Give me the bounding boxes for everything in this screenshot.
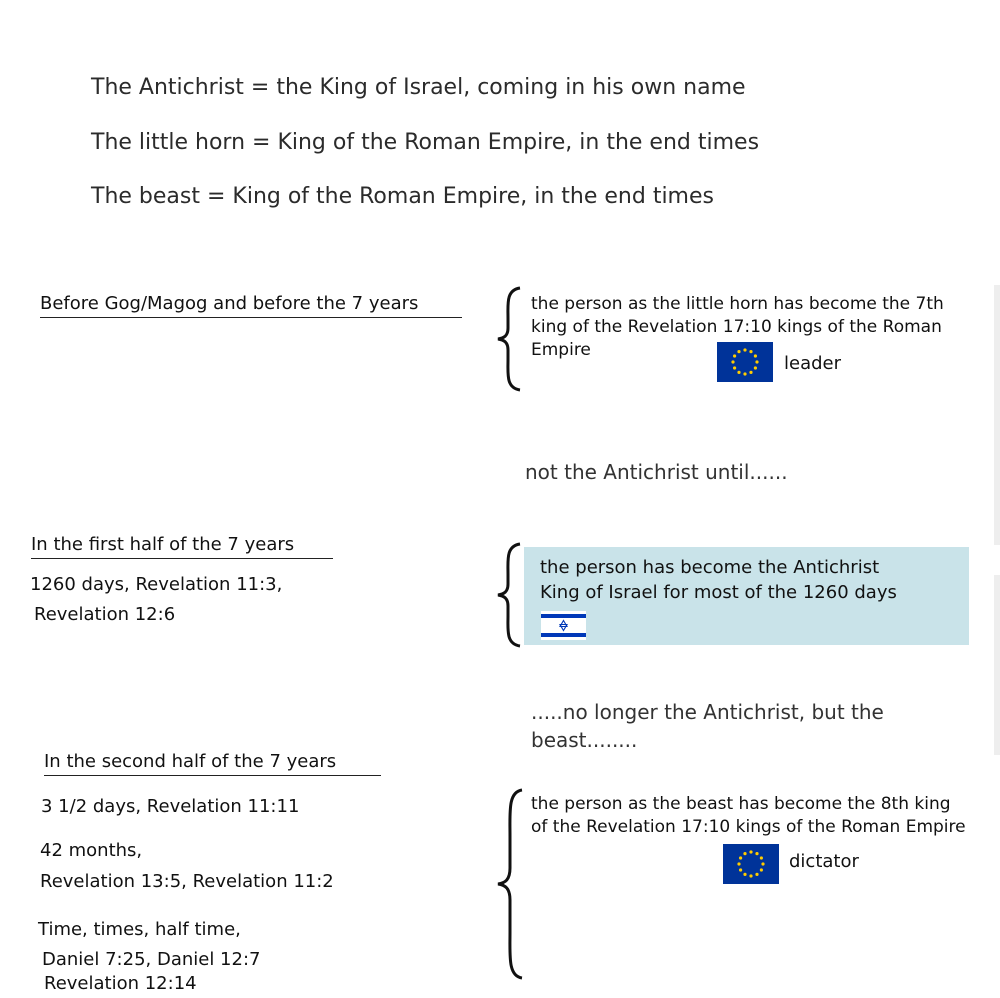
section2-description-line2: King of Israel for most of the 1260 days: [540, 582, 897, 603]
transition-no-longer-antichrist: .....no longer the Antichrist, but the beast........: [531, 700, 884, 752]
curly-brace-icon: [494, 788, 526, 980]
section3-ref: Revelation 13:5, Revelation 11:2: [40, 871, 334, 892]
curly-brace-icon: [494, 542, 524, 648]
definition-beast: The beast = King of the Roman Empire, in the end times: [91, 184, 714, 209]
definition-antichrist: The Antichrist = the King of Israel, coming in his own name: [91, 75, 746, 100]
section2-description-line1: the person has become the Antichrist: [540, 557, 880, 578]
eu-flag-icon: [717, 342, 773, 382]
section3-ref: 42 months,: [40, 840, 143, 861]
right-edge-strip: [994, 285, 1000, 545]
right-edge-strip: [994, 575, 1000, 755]
section3-ref: Time, times, half time,: [38, 919, 241, 940]
section2-heading: In the first half of the 7 years: [31, 534, 333, 559]
section3-ref: Revelation 12:14: [44, 973, 197, 994]
section3-ref: 3 1/2 days, Revelation 11:11: [41, 796, 300, 817]
section1-heading: Before Gog/Magog and before the 7 years: [40, 293, 462, 318]
eu-flag-icon: [723, 844, 779, 884]
section2-ref: 1260 days, Revelation 11:3,: [30, 574, 283, 595]
section3-description: the person as the beast has become the 8th king of the Revelation 17:10 kings of the Roman Empire: [531, 794, 966, 837]
israel-flag-icon: [541, 611, 586, 640]
section3-role: dictator: [789, 851, 859, 872]
section1-role: leader: [784, 353, 842, 374]
section3-ref: Daniel 7:25, Daniel 12:7: [42, 949, 261, 970]
curly-brace-icon: [494, 286, 524, 392]
section3-heading: In the second half of the 7 years: [44, 751, 381, 776]
transition-not-antichrist: not the Antichrist until......: [525, 460, 788, 484]
section2-ref: Revelation 12:6: [34, 604, 176, 625]
definition-little-horn: The little horn = King of the Roman Empire, in the end times: [91, 130, 760, 155]
section1-description: the person as the little horn has become the 7th king of the Revelation 17:10 kings of the Roman Empire: [531, 294, 944, 360]
